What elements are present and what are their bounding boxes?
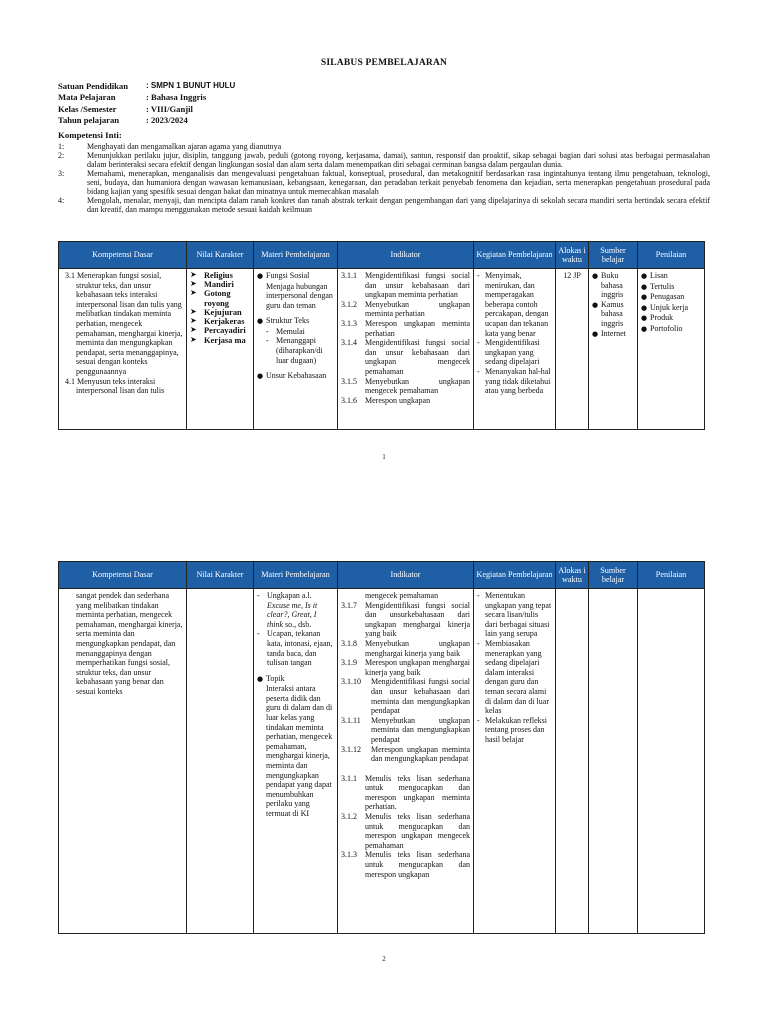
ki-text: Mengolah, menalar, menyaji, dan mencipta dalam ranah konkret dan ranah abstrak terkait dengan pengembangan dari yang dipelajarinya di sekolah secara mandiri serta bertindak secara efektif dan kreatif, dan mampu menggunakan metode sesuai kaidah keilmuan [87, 195, 710, 214]
indikator-item: 3.1.12 Merespon ungkapan meminta dan mengungkapkan pendapat [341, 744, 470, 764]
indikator-item: 3.1.1 Menulis teks lisan sederhana untuk mengucapkan dan merespon ungkapan meminta perhatian. [341, 773, 470, 812]
penilaian-item: ● Lisan [641, 271, 668, 280]
header-materi: Materi Pembelajaran [254, 562, 338, 589]
kompetensi-inti [58, 130, 710, 214]
penilaian-item: ● Portofolio [641, 323, 683, 333]
bullet-icon: ● [641, 303, 648, 312]
indikator-item: 3.1.2 Menyebutkan ungkapan meminta perhatian [341, 299, 470, 319]
cell-penilaian [638, 269, 705, 430]
penilaian-item: ● Produk [641, 313, 674, 322]
penilaian-item: ● Unjuk kerja [641, 302, 688, 312]
materi-desc: Interaksi antara peserta didik dan guru di dalam dan di luar kelas yang tindakan meminta perhatian, mengecek pemahaman, menghargai kinerja, meminta dan mengungkapkan pendapat yang dapat menumbuhkan perilaku yang termuat di KI [266, 684, 333, 818]
indikator-item: 3.1.3 Merespon ungkapan meminta perhatian [341, 318, 470, 338]
header-alokasi: Alokas i waktu [556, 562, 589, 589]
materi-subitem: - Menanggapi (diharapkan/di luar dugaan) [266, 336, 323, 365]
meta-value: : 2023/2024 [146, 114, 188, 125]
materi-desc: Menjaga hubungan interpersonal dengan guru dan teman [266, 281, 333, 310]
arrow-bullet-icon: ➤ [190, 316, 197, 326]
kd-text: 4.1 Menyusun teks interaksi interpersonal lisan dan tulis [65, 376, 165, 396]
arrow-bullet-icon: ➤ [190, 334, 197, 344]
meta-row-class [58, 104, 235, 115]
kegiatan-item: - Membiasakan menerapkan yang sedang dipelajari dalam interaksi dengan guru dan teman secara alami di dalam dan di luar kelas [477, 638, 549, 716]
kegiatan-item: - Menentukan ungkapan yang tepat secara lisan/tulis dari berbagai situasi lain yang serupa [477, 591, 552, 639]
syllabus-table-page-1 [58, 241, 705, 430]
indikator-item: 3.1.11 Menyebutkan ungkapan meminta dan mengungkapkan pendapat [341, 715, 470, 744]
bullet-icon: ● [592, 300, 599, 309]
syllabus-table-page-2 [58, 561, 705, 934]
sumber-item: ● Internet [592, 328, 626, 338]
indikator-item: 3.1.6 Merespon ungkapan [341, 395, 431, 405]
cell-kompetensi-dasar [59, 269, 187, 430]
materi-item: ● Struktur Teks [257, 316, 310, 326]
kegiatan-item: - Menanyakan hal-hal yang tidak diketahui atau yang berbeda [477, 366, 551, 396]
arrow-bullet-icon: ➤ [190, 288, 197, 298]
kegiatan-item: - Menyimak, menirukan, dan memperagakan beberapa contoh percakapan, dengan ucapan dan tekanan kata yang benar [477, 271, 549, 338]
nilai-item: ➤ Gotong royong [190, 288, 231, 308]
materi-subitem: - Ucapan, tekanan kata, intonasi, ejaan, tanda baca, dan tulisan tangan [257, 629, 333, 668]
materi-subitem: - Ungkapan a.l. Excuse me, Is it clear?, Great, I think so., dsb. [257, 591, 318, 629]
cell-materi [254, 589, 338, 934]
materi-subitem: - Memulai [266, 326, 305, 336]
table-row [59, 269, 705, 430]
indikator-item: 3.1.9 Merespon ungkapan menghargai kinerja yang baik [341, 658, 470, 677]
header-kompetensi-dasar: Kompetensi Dasar [59, 562, 187, 589]
indikator-item: 3.1.8 Menyebutkan ungkapan menghargai kinerja yang baik [341, 638, 470, 658]
header-indikator: Indikator [338, 562, 474, 589]
page-number: 2 [382, 955, 386, 963]
arrow-bullet-icon: ➤ [190, 270, 197, 279]
cell-alokasi [556, 589, 589, 934]
kegiatan-item: - Melakukan refleksi tentang proses dan hasil belajar [477, 715, 547, 744]
bullet-icon: ● [257, 372, 264, 381]
ki-text: Menunjukkan perilaku jujur, disiplin, tanggung jawab, peduli (gotong royong, kerjasama, damai), santun, responsif dan proaktif, sikap sebagai bagian dari solusi atas berbagai permasalahan dalam berinteraksi secara efektif dengan lingkungan sosial dan alam serta dalam menempatkan diri sebagai cerminan bangsa dalam pergaulan dunia. [87, 150, 710, 169]
table-header-row [59, 562, 705, 589]
ki-item [58, 196, 710, 214]
bullet-icon: ● [592, 329, 599, 338]
header-kegiatan: Kegiatan Pembelajaran [474, 242, 556, 269]
nilai-item: ➤ Percayadiri [190, 325, 246, 336]
ki-number: 2: [58, 150, 65, 160]
header-sumber: Sumber belajar [589, 242, 638, 269]
meta-key: Mata Pelajaran [58, 92, 116, 103]
materi-item: ● Topik [257, 673, 285, 683]
meta-value: : Bahasa Inggris [146, 92, 207, 103]
kegiatan-item: - Mengidentifikasi ungkapan yang sedang dipelajari [477, 338, 540, 367]
meta-value: : SMPN 1 BUNUT HULU [146, 81, 236, 90]
arrow-bullet-icon: ➤ [190, 325, 197, 335]
header-kegiatan: Kegiatan Pembelajaran [474, 562, 556, 589]
meta-row-subject [58, 92, 235, 103]
ki-number: 1: [58, 141, 65, 151]
cell-sumber [589, 269, 638, 430]
header-nilai-karakter: Nilai Karakter [187, 242, 254, 269]
ki-number: 4: [58, 195, 65, 205]
header-materi: Materi Pembelajaran [254, 242, 338, 269]
sumber-item: ● Kamus bahasa inggris [592, 299, 624, 328]
ki-text: Menghayati dan mengamalkan ajaran agama yang dianutnya [87, 141, 282, 151]
header-sumber: Sumber belajar [589, 562, 638, 589]
ki-item [58, 169, 710, 196]
document-meta [58, 81, 235, 126]
indikator-continued: mengecek pemahaman [365, 591, 439, 600]
ki-number: 3: [58, 168, 65, 178]
nilai-item: ➤ Kerjakeras [190, 316, 245, 327]
cell-sumber [589, 589, 638, 934]
indikator-item: 3.1.7 Mengidentifikasi fungsi social dan unsurkebahasaan dari ungkapan menghargai kinerja yang baik [341, 600, 470, 639]
bullet-icon: ● [641, 314, 648, 322]
nilai-item: ➤ Religius [190, 270, 233, 280]
bullet-icon: ● [257, 317, 264, 326]
page-title: SILABUS PEMBELAJARAN [320, 58, 448, 68]
header-indikator: Indikator [338, 242, 474, 269]
header-penilaian: Penilaian [638, 242, 705, 269]
nilai-item: ➤ Mandiri [190, 279, 234, 290]
arrow-bullet-icon: ➤ [190, 279, 197, 289]
cell-kegiatan [474, 589, 556, 934]
ki-text: Memahami, menerapkan, menganalisis dan mengevaluasi pengetahuan faktual, konseptual, prosedural, dan metakognitif berdasarkan rasa ingintahunya tentang ilmu pengetahuan, teknologi, seni, budaya, dan humaniora dengan wawasan kemanusiaan, kebangsaan, kenegaraan, dan peradaban terkait penyebab fenomena dan kejadian, serta menerapkan pengetahuan prosedural pada bidang kajian yang spesifik sesuai dengan bakat dan minatnya untuk memecahkan masalah [87, 168, 710, 196]
header-kompetensi-dasar: Kompetensi Dasar [59, 242, 187, 269]
penilaian-item: ● Penugasan [641, 292, 685, 301]
bullet-icon: ● [257, 272, 264, 280]
page-number: 1 [382, 453, 386, 461]
table-row [59, 589, 705, 934]
materi-item: ● Fungsi Sosial [257, 271, 310, 280]
indikator-item: 3.1.4 Mengidentifikasi fungsi social dan unsur kebahasaan dari ungkapan mengecek pemahaman [341, 338, 470, 376]
indikator-item: 3.1.3 Menulis teks lisan sederhana untuk mengucapkan dan merespon ungkapan [341, 850, 470, 879]
indikator-item: 3.1.5 Menyebutkan ungkapan mengecek pemahaman [341, 376, 470, 396]
bullet-icon: ● [641, 324, 648, 333]
bullet-icon: ● [592, 272, 599, 280]
cell-indikator [338, 269, 474, 430]
indikator-item: 3.1.10 Mengidentifikasi fungsi social dan unsur kebahasaan dari meminta dan mengungkapkan pendapat [341, 677, 470, 716]
cell-penilaian [638, 589, 705, 934]
cell-kompetensi-dasar [59, 589, 187, 934]
cell-indikator [338, 589, 474, 934]
bullet-icon: ● [641, 293, 648, 301]
ki-item [58, 142, 710, 151]
bullet-icon: ● [641, 282, 648, 291]
meta-row-school [58, 81, 235, 92]
header-penilaian: Penilaian [638, 562, 705, 589]
meta-key: Kelas /Semester [58, 103, 117, 114]
kd-text: 3.1 Menerapkan fungsi sosial, struktur teks, dan unsur kebahasaan teks interaksi interpersonal lisan dan tulis yang melibatkan tindakan meminta perhatian, mengecek pemahaman, menghargai kinerja, meminta dan mengungkapkan pendapat, serta menanggapinya, sesuai dengan konteks penggunaannya [65, 271, 183, 376]
cell-kegiatan [474, 269, 556, 430]
arrow-bullet-icon: ➤ [190, 306, 197, 316]
nilai-item: ➤ Kerjasa ma [190, 334, 246, 345]
ki-item [58, 151, 710, 169]
cell-nilai-karakter [187, 269, 254, 430]
cell-materi [254, 269, 338, 430]
header-alokasi: Alokas i waktu [556, 242, 589, 269]
header-nilai-karakter: Nilai Karakter [187, 562, 254, 589]
sumber-item: ● Buku bahasa inggris [592, 271, 624, 300]
table-header-row [59, 242, 705, 269]
bullet-icon: ● [257, 674, 264, 683]
meta-value: : VIII/Ganjil [146, 103, 193, 114]
nilai-item: ➤ Kejujuran [190, 306, 242, 317]
indikator-item: 3.1.1 Mengidentifikasi fungsi social dan unsur kebahasaan dari ungkapan meminta perhatian [341, 271, 470, 300]
meta-row-year [58, 115, 235, 126]
cell-nilai-karakter [187, 589, 254, 934]
kd-text: sangat pendek dan sederhana yang melibatkan tindakan meminta perhatian, mengecek pemahaman, menghargai kinerja, serta meminta dan mengungkapkan pendapat, dan menanggapinya dengan memperhatikan fungsi sosial, struktur teks, dan unsur kebahasaan yang benar dan sesuai konteks [76, 591, 183, 696]
indikator-item: 3.1.2 Menulis teks lisan sederhana untuk mengucapkan dan merespon ungkapan mengecek pemahaman [341, 812, 470, 850]
bullet-icon: ● [641, 272, 648, 280]
materi-item: ● Unsur Kebahasaan [257, 371, 327, 381]
penilaian-item: ● Tertulis [641, 281, 675, 291]
meta-key: Satuan Pendidikan [58, 81, 128, 91]
meta-key: Tahun pelajaran [58, 114, 120, 125]
ki-heading: Kompetensi Inti: [58, 130, 122, 140]
cell-alokasi: 12 JP [556, 269, 589, 430]
